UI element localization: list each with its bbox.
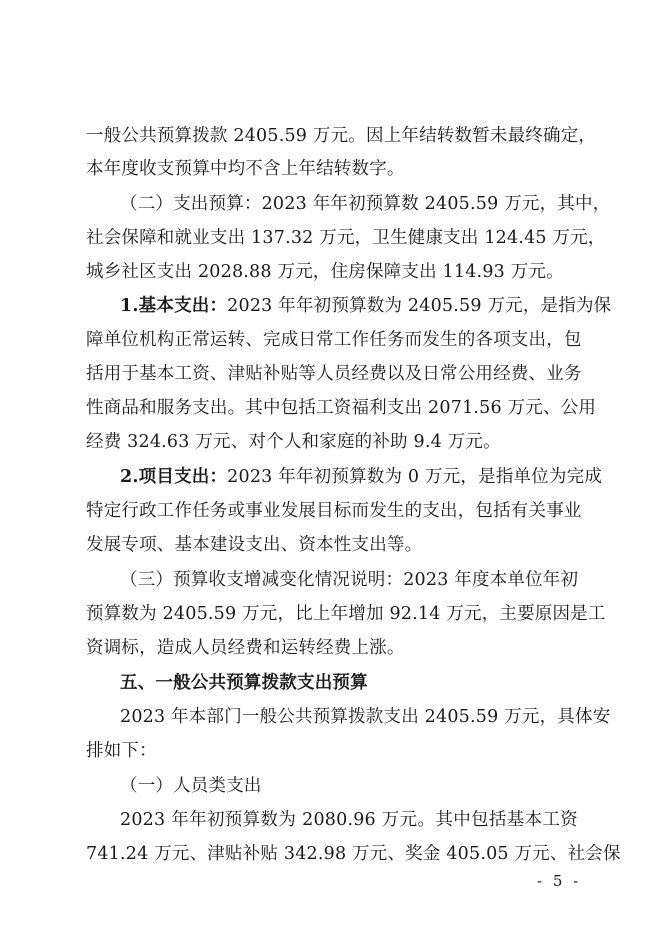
- text-line: 本年度收支预算中均不含上年结转数字。: [86, 159, 405, 179]
- text-line: 障单位机构正常运转、完成日常工作任务而发生的各项支出，包: [86, 330, 582, 350]
- basic-expenditure-label: 1.基本支出：: [120, 296, 228, 316]
- page-number: - 5 -: [537, 872, 582, 890]
- text-line: 741.24 万元、津贴补贴 342.98 万元、奖金 405.05 万元、社会保: [86, 844, 621, 864]
- project-expenditure-label: 2.项目支出：: [120, 467, 228, 487]
- text-line: 预算数为 2405.59 万元，比上年增加 92.14 万元，主要原因是工: [86, 604, 606, 624]
- section-heading-general-budget: 五、一般公共预算拨款支出预算: [120, 673, 368, 693]
- text-line: 社会保障和就业支出 137.32 万元，卫生健康支出 124.45 万元，: [86, 228, 606, 248]
- text-line: 资调标，造成人员经费和运转经费上涨。: [86, 638, 405, 658]
- text-span: 2023 年年初预算数为 0 万元，是指单位为完成: [227, 467, 603, 487]
- section-heading-change-explanation: （三）预算收支增减变化情况说明：2023 年度本单位年初: [120, 570, 579, 590]
- text-line: 发展专项、基本建设支出、资本性支出等。: [86, 535, 423, 555]
- text-line: 排如下：: [86, 741, 157, 761]
- text-line: 城乡社区支出 2028.88 万元，住房保障支出 114.93 万元。: [86, 262, 564, 282]
- text-span: 2023 年年初预算数为 2405.59 万元，是指为保: [227, 296, 612, 316]
- text-line: 性商品和服务支出。其中包括工资福利支出 2071.56 万元、公用: [86, 398, 597, 418]
- text-line: 括用于基本工资、津贴补贴等人员经费以及日常公用经费、业务: [86, 364, 582, 384]
- project-expenditure-paragraph: [120, 467, 603, 487]
- basic-expenditure-paragraph: [120, 296, 612, 316]
- text-line: 2023 年本部门一般公共预算拨款支出 2405.59 万元，具体安: [120, 707, 611, 727]
- text-line: 特定行政工作任务或事业发展目标而发生的支出，包括有关事业: [86, 501, 582, 521]
- section-heading-personnel: （一）人员类支出: [120, 776, 262, 796]
- text-line: 经费 324.63 万元、对个人和家庭的补助 9.4 万元。: [86, 432, 501, 452]
- text-line: 一般公共预算拨款 2405.59 万元。因上年结转数暂未最终确定，: [86, 126, 597, 146]
- text-line: 2023 年年初预算数为 2080.96 万元。其中包括基本工资: [120, 810, 578, 830]
- section-heading-expenditure-budget: （二）支出预算：2023 年年初预算数 2405.59 万元，其中，: [120, 194, 611, 214]
